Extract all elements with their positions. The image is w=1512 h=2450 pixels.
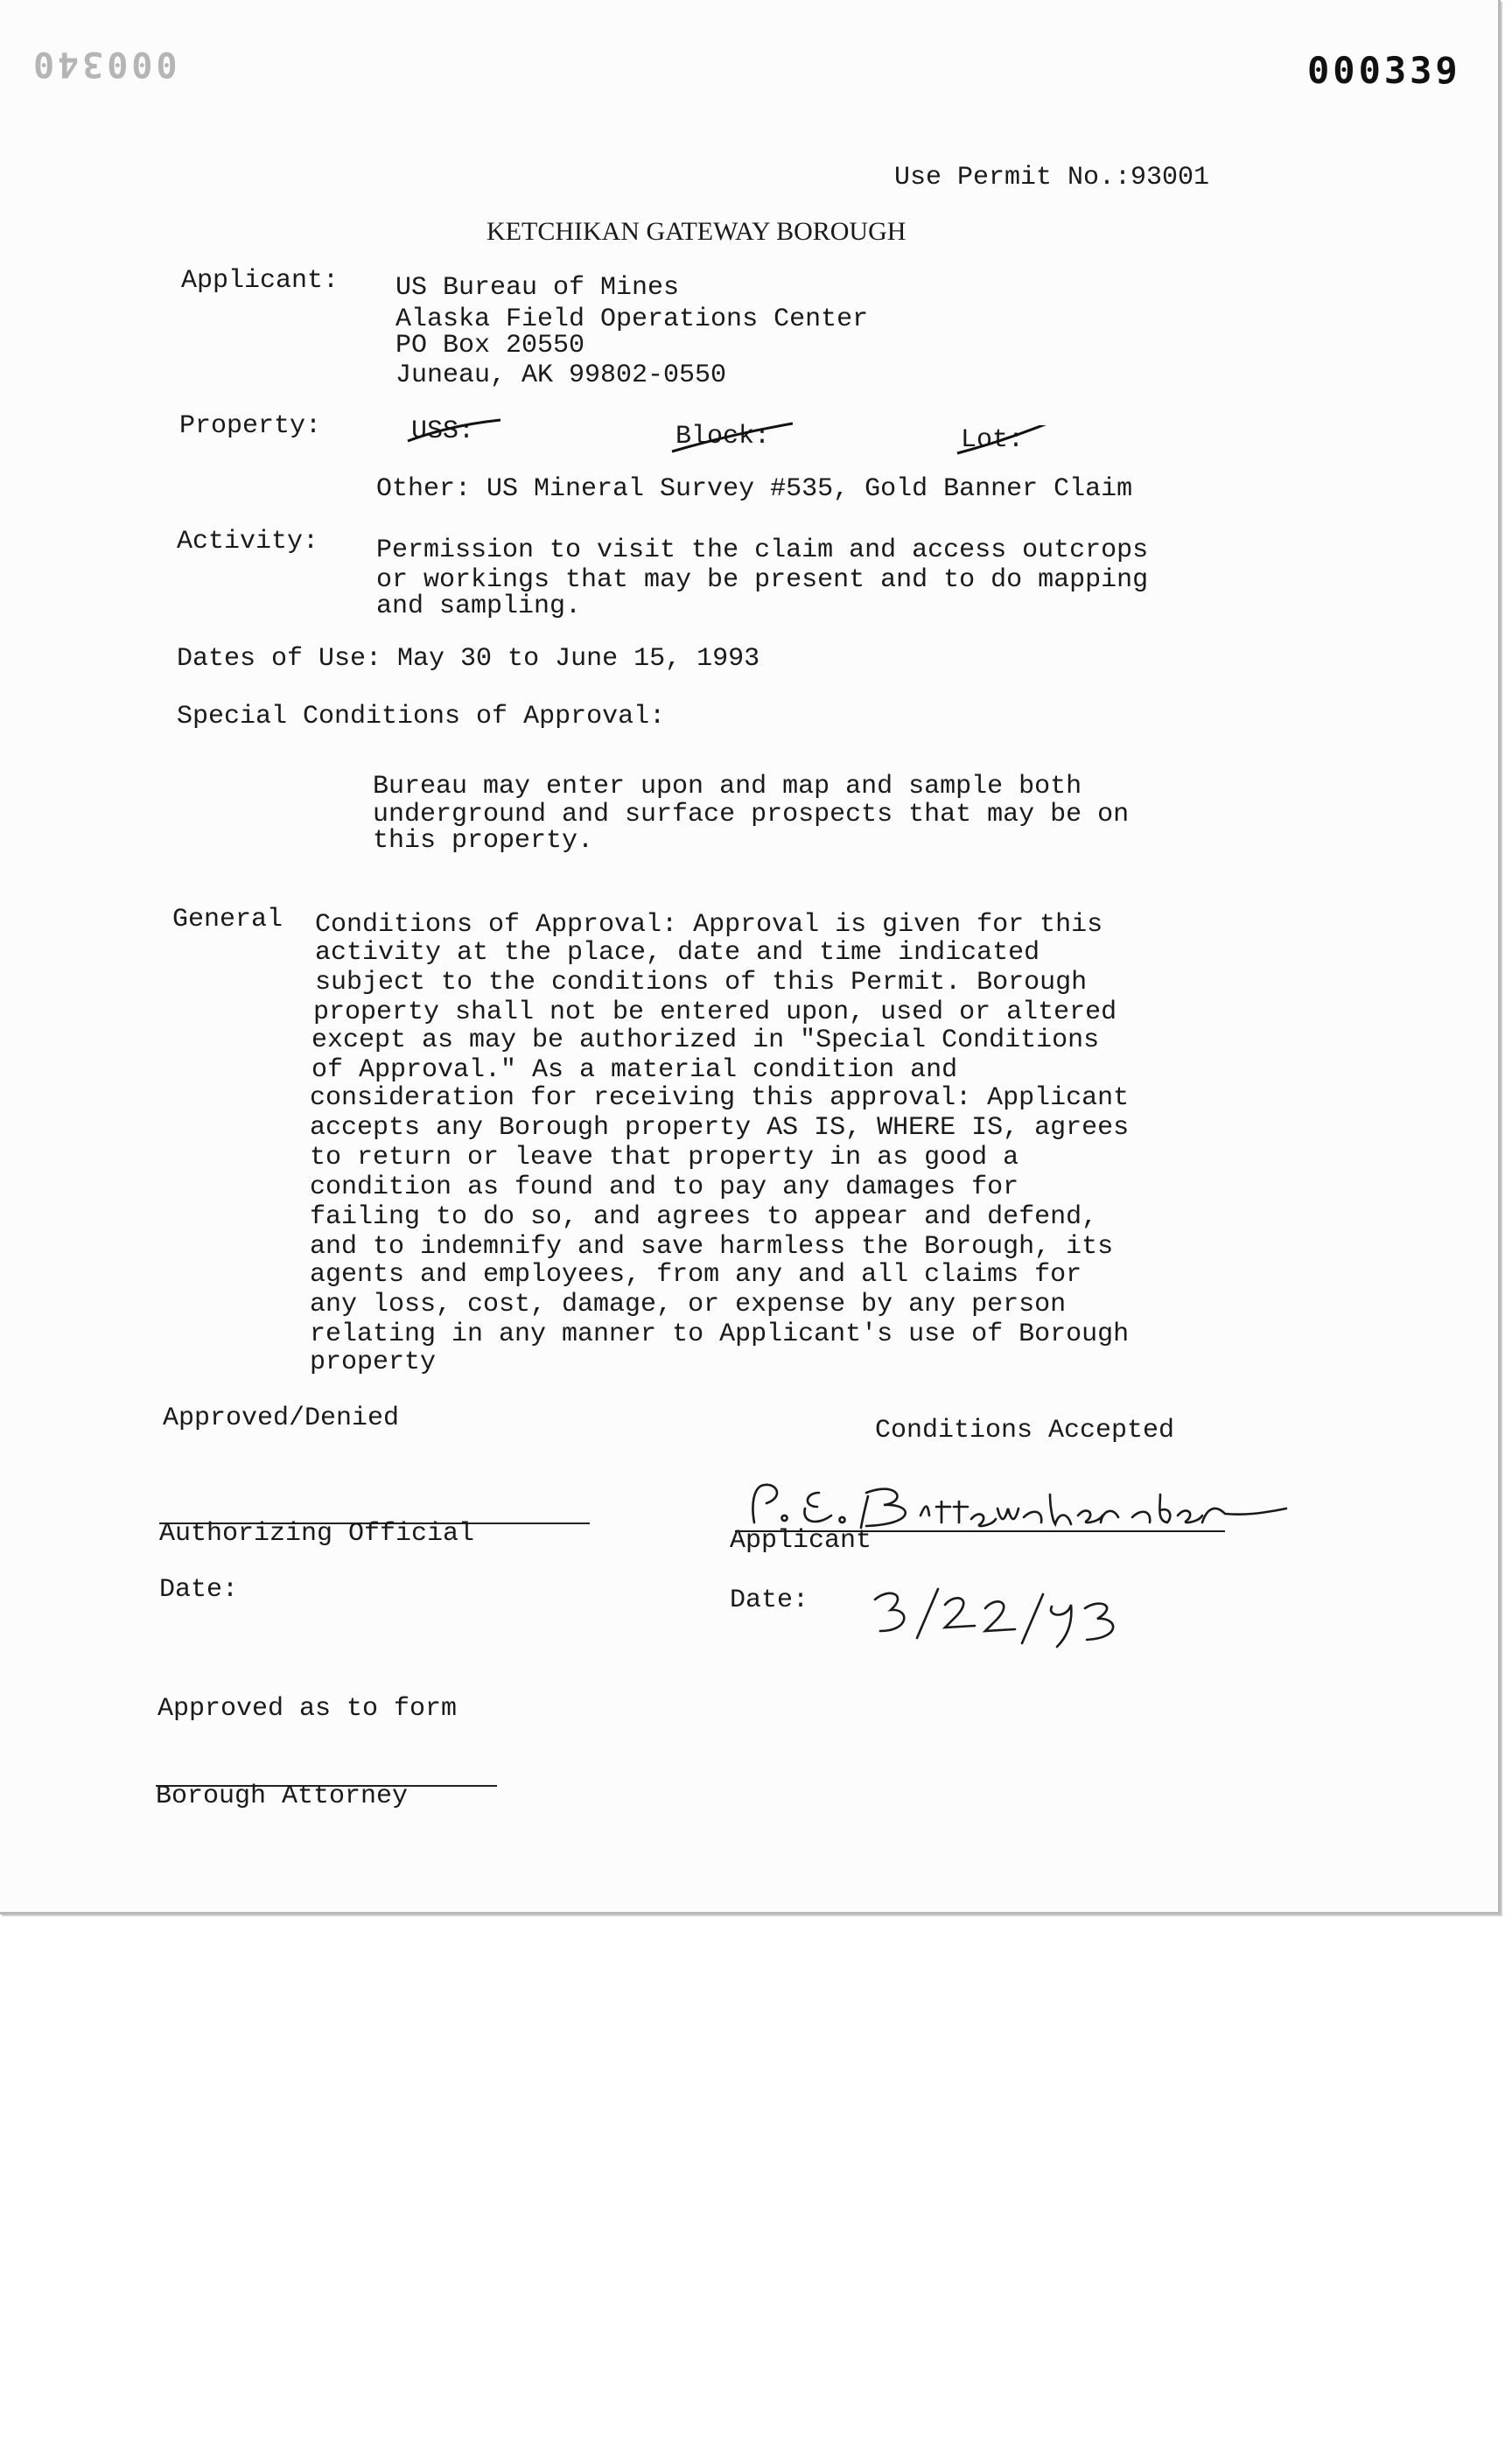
- general-conditions-line: to return or leave that property in as good a: [310, 1143, 1019, 1172]
- date-label-left: Date:: [159, 1575, 239, 1605]
- strikethrough-mark: [956, 425, 1052, 460]
- borough-attorney-label: Borough Attorney: [156, 1782, 409, 1811]
- activity-line-1: Permission to visit the claim and access outcrops: [376, 536, 1149, 565]
- general-conditions-line: subject to the conditions of this Permit. Borough: [315, 968, 1088, 998]
- applicant-signature-label: Applicant: [730, 1526, 872, 1556]
- strikethrough-mark: [406, 416, 502, 452]
- general-conditions-line: accepts any Borough property AS IS, WHERE IS, agrees: [310, 1113, 1130, 1143]
- activity-line-2: or workings that may be present and to do mapping: [376, 565, 1149, 595]
- borough-title: KETCHIKAN GATEWAY BOROUGH: [486, 217, 906, 246]
- applicant-line-4: Juneau, AK 99802-0550: [396, 360, 727, 390]
- applicant-label: Applicant:: [181, 266, 340, 296]
- authorizing-official-label: Authorizing Official: [159, 1519, 475, 1549]
- special-conditions-line-2: underground and surface prospects that may be on: [373, 800, 1130, 830]
- general-conditions-label: General: [172, 905, 284, 934]
- approved-denied-label: Approved/Denied: [163, 1404, 400, 1433]
- applicant-line-2: Alaska Field Operations Center: [396, 304, 869, 334]
- applicant-line-1: US Bureau of Mines: [396, 273, 680, 303]
- property-label: Property:: [179, 411, 322, 441]
- date-label-right: Date:: [730, 1586, 809, 1615]
- activity-line-3: and sampling.: [376, 592, 582, 621]
- activity-label: Activity:: [177, 527, 319, 556]
- property-block: Block:: [676, 422, 770, 452]
- strikethrough-mark: [670, 422, 793, 457]
- general-conditions-line: property shall not be entered upon, used or altered: [313, 998, 1117, 1027]
- general-conditions-line: of Approval." As a material condition and: [312, 1055, 958, 1085]
- general-conditions-line: failing to do so, and agrees to appear and defend,: [310, 1202, 1098, 1232]
- special-conditions-label: Special Conditions of Approval:: [177, 702, 666, 732]
- general-conditions-line: agents and employees, from any and all claims for: [310, 1260, 1082, 1290]
- general-conditions-line: except as may be authorized in "Special Conditions: [312, 1026, 1100, 1055]
- special-conditions-line-3: this property.: [373, 826, 594, 856]
- general-conditions-line: relating in any manner to Applicant's use of Borough: [310, 1320, 1130, 1349]
- general-conditions-line: and to indemnify and save harmless the Borough, its: [310, 1232, 1114, 1262]
- property-lot: Lot:: [961, 425, 1024, 455]
- approved-as-to-form-label: Approved as to form: [158, 1694, 458, 1724]
- special-conditions-line-1: Bureau may enter upon and map and sample both: [373, 772, 1082, 802]
- dates-of-use: Dates of Use: May 30 to June 15, 1993: [177, 644, 760, 674]
- conditions-accepted-label: Conditions Accepted: [875, 1416, 1175, 1446]
- permit-number: Use Permit No.:93001: [894, 163, 1210, 192]
- property-uss: USS:: [411, 416, 474, 446]
- general-conditions-line: consideration for receiving this approval: Applicant: [310, 1083, 1130, 1113]
- general-conditions-line: any loss, cost, damage, or expense by any person: [310, 1290, 1067, 1320]
- handwritten-date: [872, 1582, 1125, 1652]
- general-conditions-line: Conditions of Approval: Approval is given for this: [315, 910, 1103, 940]
- applicant-line-3: PO Box 20550: [396, 331, 585, 360]
- property-other: Other: US Mineral Survey #535, Gold Banner Claim: [376, 474, 1133, 504]
- general-conditions-line: property: [310, 1348, 437, 1377]
- general-conditions-line: activity at the place, date and time indicated: [315, 938, 1040, 968]
- page-stamp-faded: 000340: [30, 44, 178, 84]
- page-number-stamp: 000339: [1307, 49, 1461, 92]
- general-conditions-line: condition as found and to pay any damages for: [310, 1172, 1019, 1202]
